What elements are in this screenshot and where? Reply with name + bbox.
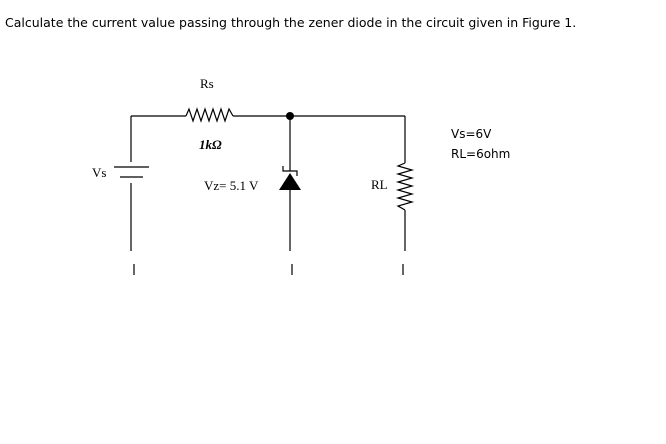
- load-label: RL: [371, 177, 388, 192]
- resistor-rs: [186, 109, 233, 121]
- zener-diode-body: [279, 173, 301, 190]
- question-text: Calculate the current value passing through the zener diode in the circuit given in Figure 1.: [5, 15, 577, 30]
- given-rl: RL=6ohm: [451, 147, 511, 161]
- zener-label: Vz= 5.1 V: [204, 178, 259, 193]
- junction-node: [286, 112, 294, 120]
- resistor-value: 1kΩ: [199, 137, 222, 152]
- resistor-label: Rs: [200, 76, 214, 91]
- source-label: Vs: [92, 165, 107, 180]
- resistor-rl: [398, 163, 412, 210]
- given-vs: Vs=6V: [451, 127, 492, 141]
